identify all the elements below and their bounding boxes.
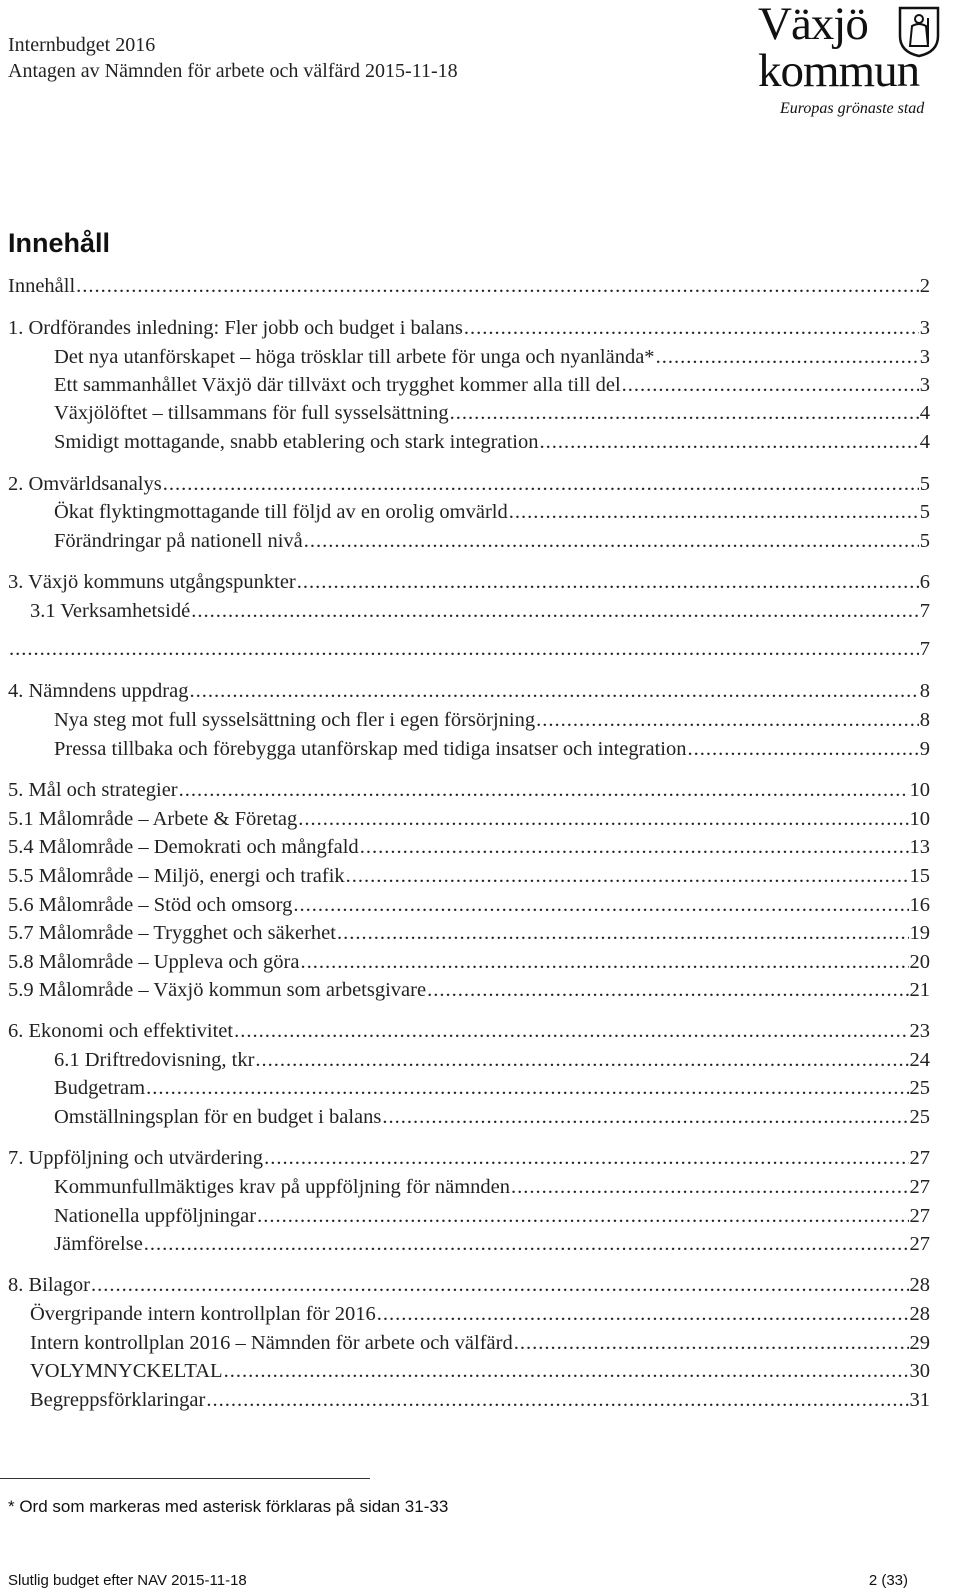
toc-entry[interactable]: [8, 832, 930, 862]
toc-entry-page: 4: [919, 431, 930, 453]
toc-dot-leader: [163, 469, 919, 499]
toc-entry[interactable]: [8, 775, 930, 805]
toc-entry[interactable]: [8, 1143, 930, 1173]
toc-entry-title: Jämförelse: [54, 1233, 143, 1255]
toc-entry-page: 25: [909, 1106, 930, 1128]
toc-entry[interactable]: [54, 734, 930, 764]
toc-entry-page: 2: [919, 275, 930, 297]
toc-entry-title: 5.8 Målområde – Uppleva och göra: [8, 951, 300, 973]
toc-entry-title: Nationella uppföljningar: [54, 1205, 257, 1227]
toc-entry-page: 3: [919, 374, 930, 396]
toc-entry-page: 31: [909, 1389, 930, 1411]
toc-dot-leader: [536, 705, 919, 735]
document-title: Internbudget 2016: [8, 34, 156, 56]
toc-entry-page: 28: [909, 1303, 930, 1325]
toc-entry-page: 27: [909, 1205, 930, 1227]
toc-entry-page: 27: [909, 1233, 930, 1255]
toc-entry[interactable]: [54, 1229, 930, 1259]
toc-entry-page: 5: [919, 501, 930, 523]
toc-dot-leader: [511, 1172, 908, 1202]
footer-left: Slutlig budget efter NAV 2015-11-18: [8, 1572, 247, 1589]
toc-entry[interactable]: [54, 1172, 930, 1202]
document-subtitle: Antagen av Nämnden för arbete och välfärd 2015-11-18: [8, 60, 458, 82]
toc-entry-title: Pressa tillbaka och förebygga utanförskap med tidiga insatser och integration: [54, 738, 687, 760]
toc-dot-leader: [206, 1385, 908, 1415]
toc-entry[interactable]: [54, 398, 930, 428]
toc-entry-title: Kommunfullmäktiges krav på uppföljning för nämnden: [54, 1176, 511, 1198]
toc-entry-page: 8: [919, 680, 930, 702]
toc-dot-leader: [514, 1328, 909, 1358]
toc-entry-title: Växjölöftet – tillsammans för full sysselsättning: [54, 402, 449, 424]
toc-dot-leader: [464, 313, 919, 343]
toc-entry-page: 29: [909, 1332, 930, 1354]
toc-entry[interactable]: [8, 918, 930, 948]
toc-entry-page: 24: [909, 1049, 930, 1071]
toc-entry-title: 3. Växjö kommuns utgångspunkter: [8, 571, 296, 593]
toc-entry[interactable]: [8, 861, 930, 891]
toc-entry-page: 20: [909, 951, 930, 973]
toc-entry[interactable]: [8, 567, 930, 597]
toc-dot-leader: [509, 497, 919, 527]
toc-dot-leader: [539, 427, 918, 457]
toc-dot-leader: [146, 1073, 908, 1103]
toc-entry-title: Omställningsplan för en budget i balans: [54, 1106, 382, 1128]
toc-dot-leader: [450, 398, 919, 428]
toc-entry[interactable]: [54, 342, 930, 372]
toc-entry[interactable]: [30, 1299, 930, 1329]
footnote: * Ord som markeras med asterisk förklaras på sidan 31-33: [8, 1497, 449, 1516]
footnote-divider: [0, 1478, 370, 1479]
toc-entry-page: 9: [919, 738, 930, 760]
toc-entry[interactable]: [8, 1016, 930, 1046]
toc-dot-leader: [382, 1102, 908, 1132]
toc-entry-page: 7: [919, 638, 930, 660]
toc-dot-leader: [360, 832, 909, 862]
toc-entry-page: 27: [909, 1176, 930, 1198]
toc-entry[interactable]: [8, 1270, 930, 1300]
toc-dot-leader: [9, 634, 919, 664]
toc-dot-leader: [76, 271, 919, 301]
toc-entry-title: Ett sammanhållet Växjö där tillväxt och trygghet kommer alla till del: [54, 374, 621, 396]
toc-entry[interactable]: [54, 497, 930, 527]
toc-entry-page: 3: [919, 317, 930, 339]
toc-entry-title: VOLYMNYCKELTAL: [30, 1360, 223, 1382]
toc-entry-title: 6. Ekonomi och effektivitet: [8, 1020, 234, 1042]
toc-entry[interactable]: [8, 634, 930, 664]
toc-dot-leader: [91, 1270, 909, 1300]
toc-entry[interactable]: [8, 313, 930, 343]
toc-dot-leader: [427, 975, 908, 1005]
toc-entry[interactable]: [54, 526, 930, 556]
toc-entry-page: 10: [909, 779, 930, 801]
toc-entry[interactable]: [54, 1102, 930, 1132]
logo-line1: Växjö: [758, 0, 868, 50]
toc-entry-title: Det nya utanförskapet – höga trösklar till arbete för unga och nyanlända*: [54, 346, 655, 368]
toc-entry-page: 27: [909, 1147, 930, 1169]
toc-entry-title: 8. Bilagor: [8, 1274, 90, 1296]
toc-dot-leader: [179, 775, 909, 805]
toc-entry-title: Budgetram: [54, 1077, 146, 1099]
toc-entry-title: Begreppsförklaringar: [30, 1389, 206, 1411]
toc-dot-leader: [224, 1356, 909, 1386]
toc-entry-title: 5.7 Målområde – Trygghet och säkerhet: [8, 922, 336, 944]
toc-entry-title: Smidigt mottagande, snabb etablering och stark integration: [54, 431, 539, 453]
toc-dot-leader: [293, 890, 908, 920]
toc-entry-title: 3.1 Verksamhetsidé: [30, 600, 191, 622]
toc-entry-title: 1. Ordförandes inledning: Fler jobb och budget i balans: [8, 317, 463, 339]
toc-entry-page: 3: [919, 346, 930, 368]
toc-entry-title: 2. Omvärldsanalys: [8, 473, 162, 495]
toc-entry-title: Förändringar på nationell nivå: [54, 530, 303, 552]
toc-dot-leader: [297, 567, 919, 597]
toc-entry-page: 7: [919, 600, 930, 622]
toc-dot-leader: [144, 1229, 909, 1259]
toc-entry-page: 15: [909, 865, 930, 887]
toc-entry-title: 5.6 Målområde – Stöd och omsorg: [8, 894, 293, 916]
toc-entry[interactable]: [8, 271, 930, 301]
toc-entry-title: 5. Mål och strategier: [8, 779, 178, 801]
logo-tagline: Europas grönaste stad: [780, 100, 925, 117]
toc-entry-title: Nya steg mot full sysselsättning och fler i egen försörjning: [54, 709, 536, 731]
toc-entry[interactable]: [54, 1073, 930, 1103]
toc-entry-title: 5.4 Målområde – Demokrati och mångfald: [8, 836, 359, 858]
toc-entry-page: 6: [919, 571, 930, 593]
toc-entry[interactable]: [54, 1045, 930, 1075]
toc-entry-title: 4. Nämndens uppdrag: [8, 680, 189, 702]
toc-entry-page: 28: [909, 1274, 930, 1296]
toc-entry-title: Övergripande intern kontrollplan för 2016: [30, 1303, 376, 1325]
toc-entry[interactable]: [30, 1356, 930, 1386]
toc-dot-leader: [300, 947, 908, 977]
toc-dot-leader: [687, 734, 918, 764]
toc-entry[interactable]: [30, 1328, 930, 1358]
toc-entry[interactable]: [30, 596, 930, 626]
toc-entry-page: 5: [919, 473, 930, 495]
toc-entry[interactable]: [54, 1201, 930, 1231]
toc-dot-leader: [264, 1143, 908, 1173]
toc-dot-leader: [377, 1299, 909, 1329]
toc-dot-leader: [257, 1201, 908, 1231]
toc-entry[interactable]: [8, 890, 930, 920]
toc-entry-page: 16: [909, 894, 930, 916]
toc-entry-page: 19: [909, 922, 930, 944]
toc-dot-leader: [656, 342, 919, 372]
page-number: 2 (33): [868, 1572, 908, 1589]
toc-entry[interactable]: [54, 427, 930, 457]
toc-entry-title: Innehåll: [8, 275, 76, 297]
toc-dot-leader: [622, 370, 919, 400]
toc-entry-title: 7. Uppföljning och utvärdering: [8, 1147, 264, 1169]
toc-entry-title: Ökat flyktingmottagande till följd av en orolig omvärld: [54, 501, 508, 523]
toc-entry[interactable]: [8, 947, 930, 977]
toc-entry-title: 6.1 Driftredovisning, tkr: [54, 1049, 255, 1071]
toc-entry-title: 5.9 Målområde – Växjö kommun som arbetsgivare: [8, 979, 427, 1001]
toc-entry[interactable]: [54, 370, 930, 400]
toc-entry[interactable]: [8, 676, 930, 706]
toc-entry-page: 13: [909, 836, 930, 858]
toc-dot-leader: [189, 676, 918, 706]
toc-entry-title: Intern kontrollplan 2016 – Nämnden för arbete och välfärd: [30, 1332, 513, 1354]
toc-entry[interactable]: [30, 1385, 930, 1415]
toc-entry-page: 8: [919, 709, 930, 731]
toc-dot-leader: [191, 596, 919, 626]
toc-entry-page: 25: [909, 1077, 930, 1099]
toc-entry-page: 23: [909, 1020, 930, 1042]
toc-entry-page: 5: [919, 530, 930, 552]
toc-entry[interactable]: [8, 804, 930, 834]
toc-dot-leader: [304, 526, 919, 556]
toc-entry-page: 21: [909, 979, 930, 1001]
toc-entry[interactable]: [8, 975, 930, 1005]
toc-dot-leader: [234, 1016, 908, 1046]
toc-entry[interactable]: [8, 469, 930, 499]
toc-entry[interactable]: [54, 705, 930, 735]
toc-heading: Innehåll: [8, 228, 111, 258]
toc-dot-leader: [337, 918, 909, 948]
toc-dot-leader: [346, 861, 909, 891]
toc-dot-leader: [255, 1045, 908, 1075]
toc-entry-page: 30: [909, 1360, 930, 1382]
toc-entry-title: 5.5 Målområde – Miljö, energi och trafik: [8, 865, 345, 887]
toc-dot-leader: [298, 804, 908, 834]
toc-entry-title: 5.1 Målområde – Arbete & Företag: [8, 808, 298, 830]
toc-entry-page: 10: [909, 808, 930, 830]
toc-entry-page: 4: [919, 402, 930, 424]
logo-line2: kommun: [758, 45, 920, 97]
